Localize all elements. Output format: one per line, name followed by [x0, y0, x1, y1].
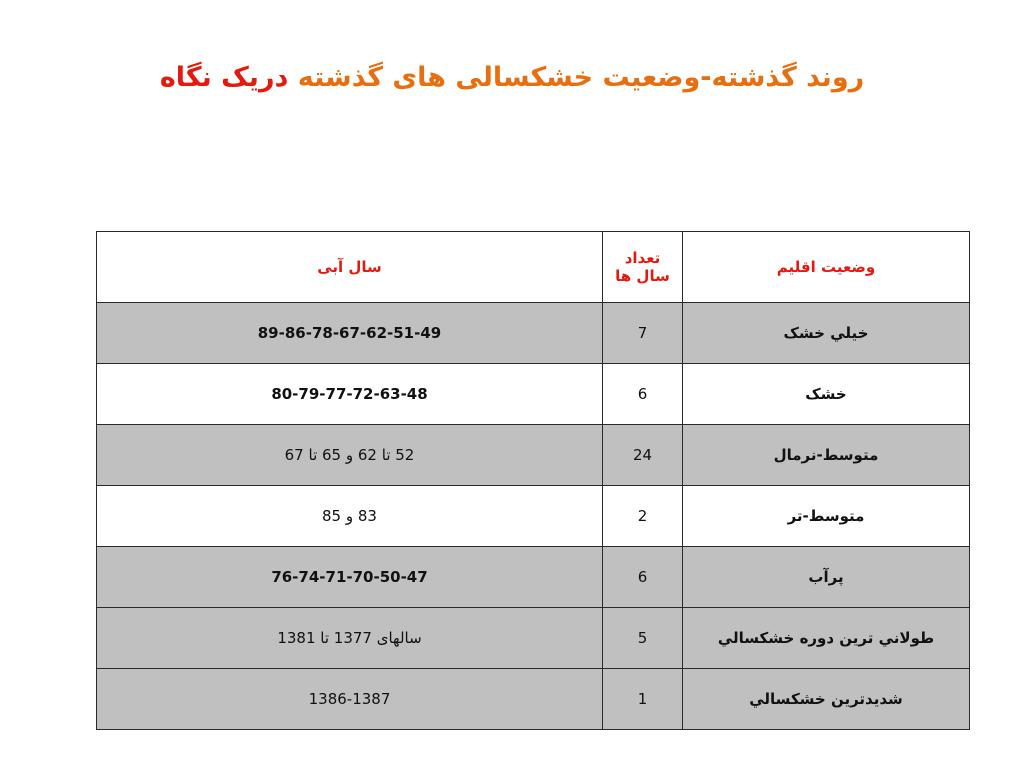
- header-years: سال آبی: [97, 232, 603, 303]
- table-row: [97, 486, 970, 547]
- cell-years: 52 تا 62 و 65 تا 67: [97, 425, 603, 486]
- cell-years: سالهای 1377 تا 1381: [97, 608, 603, 669]
- cell-status: شديدترين خشکسالي: [683, 669, 970, 730]
- cell-status: متوسط-تر: [683, 486, 970, 547]
- page-title: [0, 56, 1024, 100]
- cell-years: 1386-1387: [97, 669, 603, 730]
- cell-count: 24: [603, 425, 683, 486]
- table-row: [97, 425, 970, 486]
- cell-years: 83 و 85: [97, 486, 603, 547]
- table-row: [97, 364, 970, 425]
- cell-status: پرآب: [683, 547, 970, 608]
- table-header-row: [97, 232, 970, 303]
- climate-table: [96, 231, 970, 730]
- cell-status: متوسط-نرمال: [683, 425, 970, 486]
- cell-years: 80-79-77-72-63-48: [97, 364, 603, 425]
- cell-count: 6: [603, 547, 683, 608]
- cell-count: 1: [603, 669, 683, 730]
- cell-count: 2: [603, 486, 683, 547]
- table-row: [97, 547, 970, 608]
- title-part-1: روند گذشته-وضعیت خشکسالی های گذشته: [297, 62, 865, 93]
- table-row: [97, 669, 970, 730]
- title-part-2: دریک نگاه: [159, 62, 289, 93]
- header-status: وضعیت اقلیم: [683, 232, 970, 303]
- cell-count: 6: [603, 364, 683, 425]
- cell-count: 7: [603, 303, 683, 364]
- cell-count: 5: [603, 608, 683, 669]
- table-row: [97, 608, 970, 669]
- cell-status: طولاني ترين دوره خشکسالي: [683, 608, 970, 669]
- cell-years: 89-86-78-67-62-51-49: [97, 303, 603, 364]
- table-row: [97, 303, 970, 364]
- cell-years: 76-74-71-70-50-47: [97, 547, 603, 608]
- header-count-line2: سال ها: [615, 267, 670, 285]
- cell-status: خيلي خشک: [683, 303, 970, 364]
- header-count-line1: تعداد: [624, 249, 661, 267]
- cell-status: خشک: [683, 364, 970, 425]
- header-count: [603, 232, 683, 303]
